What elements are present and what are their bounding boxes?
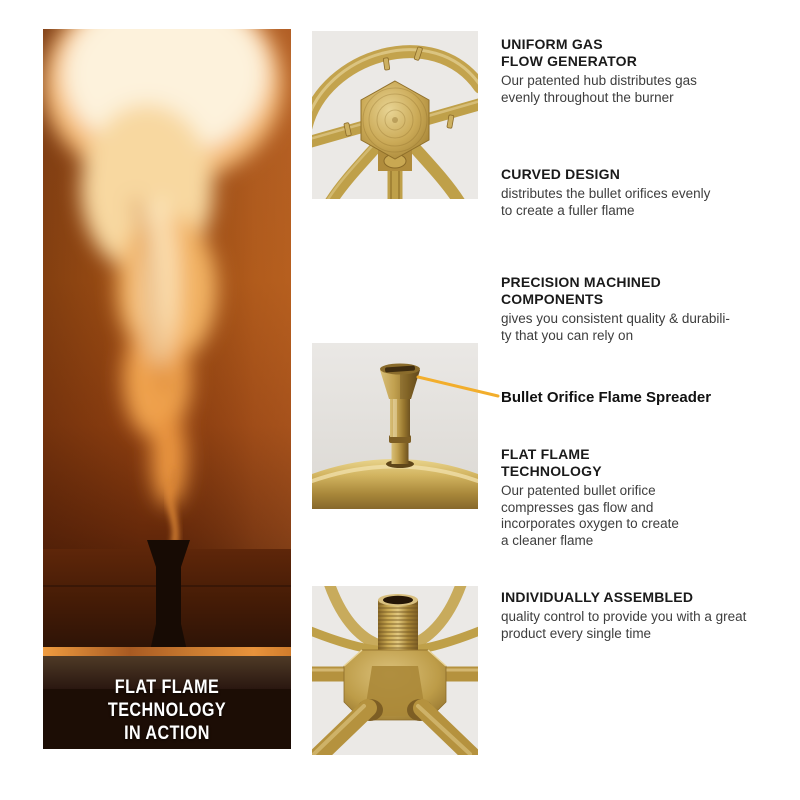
section-heading-line: COMPONENTS (501, 291, 604, 307)
hub-assembly-photo (312, 586, 478, 755)
section-body-line: Our patented bullet orifice (501, 483, 656, 498)
section-precision-machined (501, 274, 796, 344)
section-heading-line: PRECISION MACHINED (501, 274, 661, 290)
section-body-line: product every single time (501, 625, 652, 641)
bullet-orifice-art (312, 343, 478, 509)
section-body-line: a cleaner flame (501, 532, 594, 548)
flame-caption-line-1: FLAT FLAME TECHNOLOGY (107, 677, 227, 721)
section-body-line: distributes the bullet orifices evenly (501, 186, 711, 201)
bullet-orifice-photo (312, 343, 478, 509)
hub-top-view-photo (312, 31, 478, 199)
section-heading-line: INDIVIDUALLY ASSEMBLED (501, 589, 694, 605)
section-body-line: to create a fuller flame (501, 202, 635, 218)
section-heading-line: CURVED DESIGN (501, 166, 621, 182)
section-heading-line: FLOW GENERATOR (501, 53, 638, 69)
section-heading-line: FLAT FLAME (501, 446, 590, 462)
section-body-line: compresses gas flow and (501, 499, 654, 515)
section-heading-line: TECHNOLOGY (501, 463, 602, 479)
section-body-line: evenly throughout the burner (501, 89, 674, 105)
flame-action-photo (43, 29, 291, 749)
hub-assembly-art (312, 586, 478, 755)
flame-caption-line-2: IN ACTION (124, 723, 210, 744)
section-body-line: Our patented hub distributes gas (501, 73, 697, 88)
section-individually-assembled (501, 589, 796, 642)
section-curved-design (501, 166, 796, 219)
section-body-line: gives you consistent quality & durabili- (501, 311, 730, 326)
callout-pointer-line (412, 370, 504, 404)
section-heading-line: UNIFORM GAS (501, 36, 603, 52)
section-flat-flame-technology (501, 446, 796, 549)
section-body-line: ty that you can rely on (501, 327, 634, 343)
section-body-line: incorporates oxygen to create (501, 516, 679, 531)
section-body-line: quality control to provide you with a great (501, 609, 747, 624)
callout-line-stroke (418, 377, 498, 396)
flame-caption (62, 676, 273, 745)
flame-photo-art (43, 29, 291, 749)
callout-label: Bullet Orifice Flame Spreader (501, 389, 712, 406)
section-uniform-gas (501, 36, 796, 106)
hub-top-view-art (312, 31, 478, 199)
